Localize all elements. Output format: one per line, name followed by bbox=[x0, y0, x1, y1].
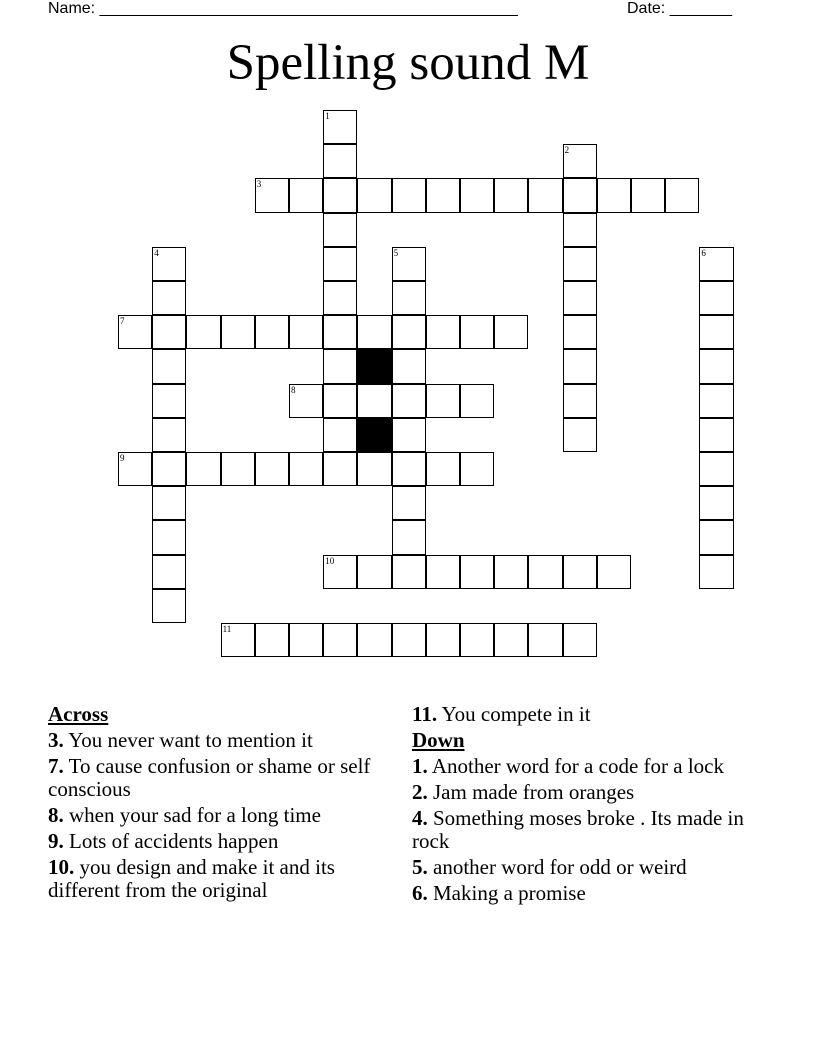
down-clue bbox=[412, 781, 762, 804]
grid-cell[interactable] bbox=[323, 110, 357, 144]
grid-cell[interactable] bbox=[357, 384, 391, 418]
down-clue bbox=[412, 807, 762, 853]
clue-number-label: 1 bbox=[325, 111, 330, 121]
grid-cell[interactable] bbox=[152, 281, 186, 315]
grid-cell[interactable] bbox=[563, 623, 597, 657]
grid-block bbox=[357, 349, 391, 383]
grid-cell[interactable] bbox=[323, 247, 357, 281]
across-clue bbox=[48, 830, 388, 853]
across-clue bbox=[48, 804, 388, 827]
grid-cell[interactable] bbox=[289, 623, 323, 657]
clue-number: 5. bbox=[412, 855, 428, 879]
grid-cell[interactable] bbox=[255, 452, 289, 486]
across-clue bbox=[48, 856, 388, 902]
grid-cell[interactable] bbox=[699, 452, 733, 486]
name-field: Name: _______________________________________________ bbox=[48, 0, 518, 17]
grid-cell[interactable] bbox=[357, 623, 391, 657]
date-field: Date: _______ bbox=[627, 0, 732, 17]
clue-text: To cause confusion or shame or self conscious bbox=[48, 754, 371, 801]
grid-cell[interactable] bbox=[426, 384, 460, 418]
grid-cell[interactable] bbox=[392, 281, 426, 315]
grid-cell[interactable] bbox=[699, 315, 733, 349]
grid-block bbox=[357, 418, 391, 452]
grid-cell[interactable] bbox=[460, 623, 494, 657]
clue-text: you design and make it and its different from the original bbox=[48, 855, 335, 902]
clue-text: when your sad for a long time bbox=[69, 803, 321, 827]
clue-number: 8. bbox=[48, 803, 64, 827]
grid-cell[interactable] bbox=[323, 555, 357, 589]
clue-number: 4. bbox=[412, 806, 428, 830]
grid-cell[interactable] bbox=[323, 349, 357, 383]
clues-column-left bbox=[48, 703, 388, 905]
clue-text: Something moses broke . Its made in rock bbox=[412, 806, 744, 853]
grid-cell[interactable] bbox=[323, 315, 357, 349]
grid-cell[interactable] bbox=[563, 315, 597, 349]
grid-cell[interactable] bbox=[323, 418, 357, 452]
clue-number-label: 2 bbox=[564, 145, 570, 156]
grid-cell[interactable] bbox=[528, 178, 562, 212]
clue-number-label: 10 bbox=[325, 555, 335, 566]
grid-cell[interactable] bbox=[255, 178, 289, 212]
grid-cell[interactable] bbox=[152, 247, 186, 281]
page-title: Spelling sound M bbox=[226, 35, 590, 91]
grid-cell[interactable] bbox=[597, 555, 631, 589]
clue-number-label: 8 bbox=[291, 384, 296, 395]
grid-cell[interactable] bbox=[528, 623, 562, 657]
across-heading: Across bbox=[48, 702, 109, 726]
grid-cell[interactable] bbox=[563, 281, 597, 315]
grid-cell[interactable] bbox=[323, 623, 357, 657]
grid-cell[interactable] bbox=[563, 144, 597, 178]
grid-cell[interactable] bbox=[392, 178, 426, 212]
grid-cell[interactable] bbox=[392, 247, 426, 281]
grid-cell[interactable] bbox=[426, 623, 460, 657]
clue-number: 6. bbox=[412, 881, 428, 905]
clue-number-label: 9 bbox=[120, 453, 125, 463]
grid-cell[interactable] bbox=[563, 213, 597, 247]
grid-cell[interactable] bbox=[631, 178, 665, 212]
clue-text: You never want to mention it bbox=[68, 728, 313, 752]
grid-cell[interactable] bbox=[597, 178, 631, 212]
grid-cell[interactable] bbox=[152, 486, 186, 520]
clue-number: 1. bbox=[412, 754, 428, 778]
grid-cell[interactable] bbox=[221, 315, 255, 349]
grid-cell[interactable] bbox=[152, 418, 186, 452]
clue-number: 7. bbox=[48, 754, 64, 778]
grid-cell[interactable] bbox=[392, 315, 426, 349]
down-clue bbox=[412, 882, 762, 905]
clue-number: 10. bbox=[48, 855, 75, 879]
grid-cell[interactable] bbox=[289, 384, 323, 418]
clue-number: 11. bbox=[412, 702, 438, 726]
clue-number: 3. bbox=[48, 728, 64, 752]
grid-cell[interactable] bbox=[392, 623, 426, 657]
grid-cell[interactable] bbox=[357, 452, 391, 486]
grid-cell[interactable] bbox=[392, 555, 426, 589]
grid-cell[interactable] bbox=[255, 623, 289, 657]
clue-text: You compete in it bbox=[441, 702, 591, 726]
grid-cell[interactable] bbox=[323, 213, 357, 247]
grid-cell[interactable] bbox=[118, 315, 152, 349]
grid-cell[interactable] bbox=[460, 178, 494, 212]
grid-cell[interactable] bbox=[255, 315, 289, 349]
grid-cell[interactable] bbox=[221, 452, 255, 486]
clue-number: 9. bbox=[48, 829, 64, 853]
clue-text: another word for odd or weird bbox=[433, 855, 687, 879]
clues-column-right bbox=[412, 703, 762, 908]
grid-cell[interactable] bbox=[699, 384, 733, 418]
grid-cell[interactable] bbox=[186, 315, 220, 349]
grid-cell[interactable] bbox=[426, 315, 460, 349]
clue-number: 2. bbox=[412, 780, 428, 804]
grid-cell[interactable] bbox=[392, 452, 426, 486]
clue-text: Another word for a code for a lock bbox=[431, 754, 724, 778]
grid-cell[interactable] bbox=[460, 555, 494, 589]
grid-cell[interactable] bbox=[323, 452, 357, 486]
across-clue bbox=[412, 703, 762, 726]
grid-cell[interactable] bbox=[289, 315, 323, 349]
grid-cell[interactable] bbox=[665, 178, 699, 212]
down-clue bbox=[412, 755, 762, 778]
grid-cell[interactable] bbox=[699, 349, 733, 383]
grid-cell[interactable] bbox=[699, 486, 733, 520]
grid-cell[interactable] bbox=[563, 555, 597, 589]
grid-cell[interactable] bbox=[152, 349, 186, 383]
grid-cell[interactable] bbox=[460, 452, 494, 486]
down-clue bbox=[412, 856, 762, 879]
grid-cell[interactable] bbox=[152, 452, 186, 486]
grid-cell[interactable] bbox=[323, 144, 357, 178]
grid-cell[interactable] bbox=[494, 178, 528, 212]
grid-cell[interactable] bbox=[563, 178, 597, 212]
across-clue bbox=[48, 755, 388, 801]
grid-cell[interactable] bbox=[289, 452, 323, 486]
grid-cell[interactable] bbox=[392, 384, 426, 418]
grid-cell[interactable] bbox=[563, 384, 597, 418]
grid-cell[interactable] bbox=[699, 418, 733, 452]
grid-cell[interactable] bbox=[323, 281, 357, 315]
grid-cell[interactable] bbox=[152, 315, 186, 349]
clue-number-label: 7 bbox=[120, 316, 125, 327]
grid-cell[interactable] bbox=[392, 486, 426, 520]
grid-cell[interactable] bbox=[357, 178, 391, 212]
grid-cell[interactable] bbox=[563, 418, 597, 452]
clue-number-label: 3 bbox=[256, 179, 262, 190]
grid-cell[interactable] bbox=[323, 384, 357, 418]
grid-cell[interactable] bbox=[460, 315, 494, 349]
grid-cell[interactable] bbox=[118, 452, 152, 486]
grid-cell[interactable] bbox=[357, 555, 391, 589]
grid-cell[interactable] bbox=[699, 555, 733, 589]
across-clue bbox=[48, 729, 388, 752]
grid-cell[interactable] bbox=[323, 178, 357, 212]
grid-cell[interactable] bbox=[426, 178, 460, 212]
grid-cell[interactable] bbox=[494, 623, 528, 657]
grid-cell[interactable] bbox=[699, 247, 733, 281]
grid-cell[interactable] bbox=[426, 452, 460, 486]
grid-cell[interactable] bbox=[289, 178, 323, 212]
grid-cell[interactable] bbox=[392, 418, 426, 452]
grid-cell[interactable] bbox=[221, 623, 255, 657]
clue-number-label: 5 bbox=[393, 247, 399, 258]
clue-text: Making a promise bbox=[433, 881, 586, 905]
clue-number-label: 6 bbox=[701, 247, 706, 258]
grid-cell[interactable] bbox=[392, 349, 426, 383]
grid-cell[interactable] bbox=[699, 520, 733, 554]
grid-cell[interactable] bbox=[494, 555, 528, 589]
grid-cell[interactable] bbox=[152, 555, 186, 589]
clue-number-label: 4 bbox=[154, 247, 159, 258]
grid-cell[interactable] bbox=[563, 349, 597, 383]
grid-cell[interactable] bbox=[426, 555, 460, 589]
grid-cell[interactable] bbox=[152, 520, 186, 554]
grid-cell[interactable] bbox=[563, 247, 597, 281]
grid-cell[interactable] bbox=[392, 520, 426, 554]
grid-cell[interactable] bbox=[494, 315, 528, 349]
grid-cell[interactable] bbox=[152, 589, 186, 623]
grid-cell[interactable] bbox=[528, 555, 562, 589]
grid-cell[interactable] bbox=[357, 315, 391, 349]
grid-cell[interactable] bbox=[152, 384, 186, 418]
down-heading: Down bbox=[412, 728, 465, 752]
clue-number-label: 11 bbox=[222, 624, 232, 634]
grid-cell[interactable] bbox=[460, 384, 494, 418]
clue-text: Jam made from oranges bbox=[433, 780, 635, 804]
grid-cell[interactable] bbox=[186, 452, 220, 486]
clue-text: Lots of accidents happen bbox=[69, 829, 279, 853]
grid-cell[interactable] bbox=[699, 281, 733, 315]
